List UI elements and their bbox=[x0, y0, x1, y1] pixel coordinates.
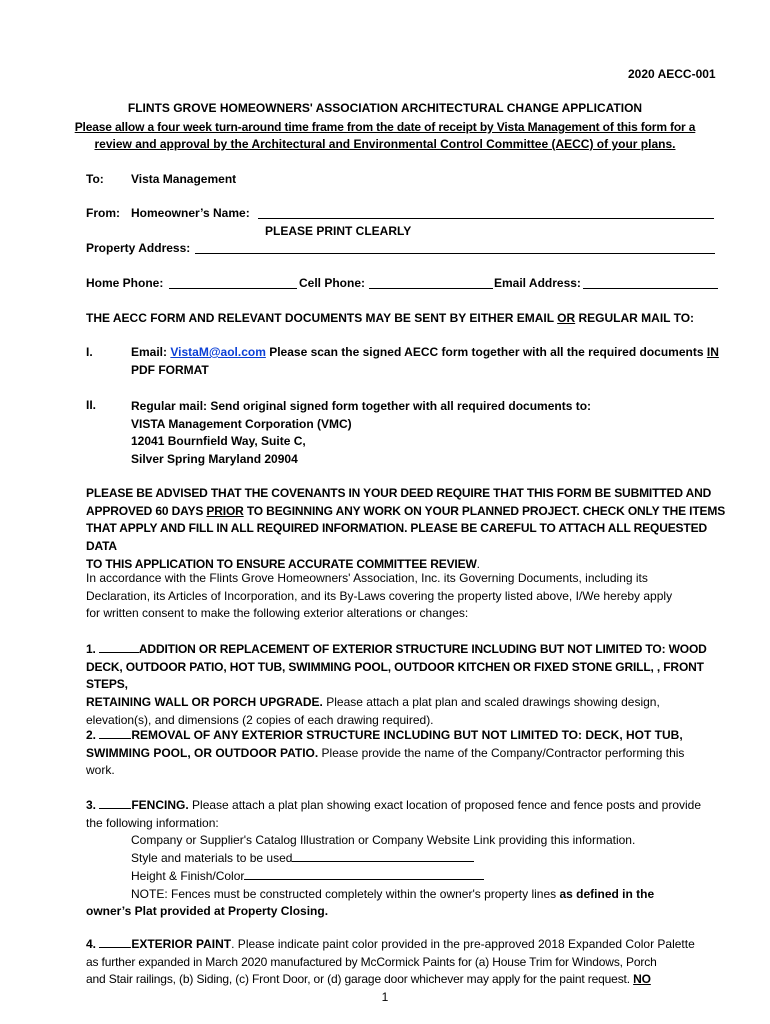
to-label: To: bbox=[86, 172, 104, 186]
submission-intro: THE AECC FORM AND RELEVANT DOCUMENTS MAY BE SENT BY EITHER EMAIL OR REGULAR MAIL TO: bbox=[86, 311, 695, 325]
to-value: Vista Management bbox=[131, 172, 237, 186]
item-4-exterior-paint: 4. EXTERIOR PAINT. Please indicate paint color provided in the pre-approved 2018 Expanded Color Palette as further expanded in March 2020 manufactured by McCormick Paints for (a) House Trim for Windows, Porch and Stair railings, (b) Siding, (c) Front Door, or (d) garage door whichever may apply for the paint request. NO bbox=[86, 937, 695, 987]
advisory-notice: PLEASE BE ADVISED THAT THE COVENANTS IN YOUR DEED REQUIRE THAT THIS FORM BE SUBMITTED AND APPROVED 60 DAYS PRIOR TO BEGINNING ANY WORK ON YOUR PLANNED PROJECT. CHECK ONLY THE ITEMS THAT APPLY AND FILL IN ALL REQUIRED INFORMATION. PLEASE BE CAREFUL TO ATTACH ALL REQUESTED DATA TO THIS APPLICATION TO ENSURE ACCURATE COMMITTEE REVIEW. bbox=[86, 486, 726, 571]
item-4-check-blank[interactable] bbox=[99, 936, 131, 948]
option-1-email-line: Email: VistaM@aol.com Please scan the signed AECC form together with all the required documents IN bbox=[131, 345, 719, 359]
home-phone-field[interactable] bbox=[169, 277, 297, 289]
subtitle-line-2: review and approval by the Architectural and Environmental Control Committee (AECC) of your plans. bbox=[94, 137, 676, 151]
item-1-check-blank[interactable] bbox=[99, 641, 139, 653]
page-number: 1 bbox=[381, 990, 389, 1004]
fence-color-field[interactable] bbox=[244, 868, 484, 880]
fence-style-field[interactable] bbox=[292, 850, 474, 862]
item-3-fencing: 3. FENCING. Please attach a plat plan showing exact location of proposed fence and fence posts and provide the following information: Company or Supplier's Catalog Illustration or Company Website Link providing this information. Style and materials to be used Height & Finish/Color NOTE: Fences must be constructed completely within the owner's property lines as defined in the owner’s Plat provided at Property Closing. bbox=[86, 798, 702, 919]
cell-phone-label: Cell Phone: bbox=[299, 276, 366, 290]
item-1-addition: 1. ADDITION OR REPLACEMENT OF EXTERIOR STRUCTURE INCLUDING BUT NOT LIMITED TO: WOOD DECK, OUTDOOR PATIO, HOT TUB, SWIMMING POOL, OUTDOOR KITCHEN OR FIXED STONE GRILL, , FRONT STEPS, RETAINING WALL OR PORCH UPGRADE. Please attach a plat plan and scaled drawings showing design, elevation(s), and dimensions (2 copies of each drawing required). bbox=[86, 642, 707, 727]
subtitle-line-1: Please allow a four week turn-around time frame from the date of receipt by Vista Management of this form for a bbox=[74, 120, 696, 134]
home-phone-label: Home Phone: bbox=[86, 276, 164, 290]
cell-phone-field[interactable] bbox=[369, 277, 493, 289]
property-address-field[interactable] bbox=[195, 242, 715, 254]
item-2-removal: 2. REMOVAL OF ANY EXTERIOR STRUCTURE INCLUDING BUT NOT LIMITED TO: DECK, HOT TUB, SWIMMING POOL, OR OUTDOOR PATIO. Please provide the name of the Company/Contractor performing this work. bbox=[86, 728, 685, 778]
option-1-marker: I. bbox=[86, 345, 93, 359]
property-address-label: Property Address: bbox=[86, 241, 191, 255]
form-number: 2020 AECC-001 bbox=[628, 67, 716, 81]
print-clearly-note: PLEASE PRINT CLEARLY bbox=[265, 224, 412, 238]
item-2-check-blank[interactable] bbox=[99, 727, 131, 739]
item-3-check-blank[interactable] bbox=[99, 797, 131, 809]
option-2-marker: II. bbox=[86, 398, 97, 412]
consent-paragraph: In accordance with the Flints Grove Homeowners' Association, Inc. its Governing Documents, including its Declaration, its Articles of Incorporation, and its By-Laws covering the property listed above, I/We hereby apply for written consent to make the following exterior alterations or changes: bbox=[86, 571, 673, 621]
form-title: FLINTS GROVE HOMEOWNERS' ASSOCIATION ARCHITECTURAL CHANGE APPLICATION bbox=[127, 101, 643, 115]
from-label: From: bbox=[86, 206, 120, 220]
email-address-field[interactable] bbox=[583, 277, 718, 289]
option-2-mail-address: Regular mail: Send original signed form together with all required documents to: VISTA Management Corporation (VMC) 12041 Bournfield Way, Suite C, Silver Spring Maryland 20904 bbox=[131, 399, 592, 467]
email-address-label: Email Address: bbox=[494, 276, 581, 290]
homeowner-name-field[interactable] bbox=[258, 207, 714, 219]
vista-email-link[interactable]: VistaM@aol.com bbox=[170, 345, 266, 359]
homeowner-name-label: Homeowner’s Name: bbox=[131, 206, 250, 220]
option-1-pdf-format: PDF FORMAT bbox=[131, 363, 209, 377]
